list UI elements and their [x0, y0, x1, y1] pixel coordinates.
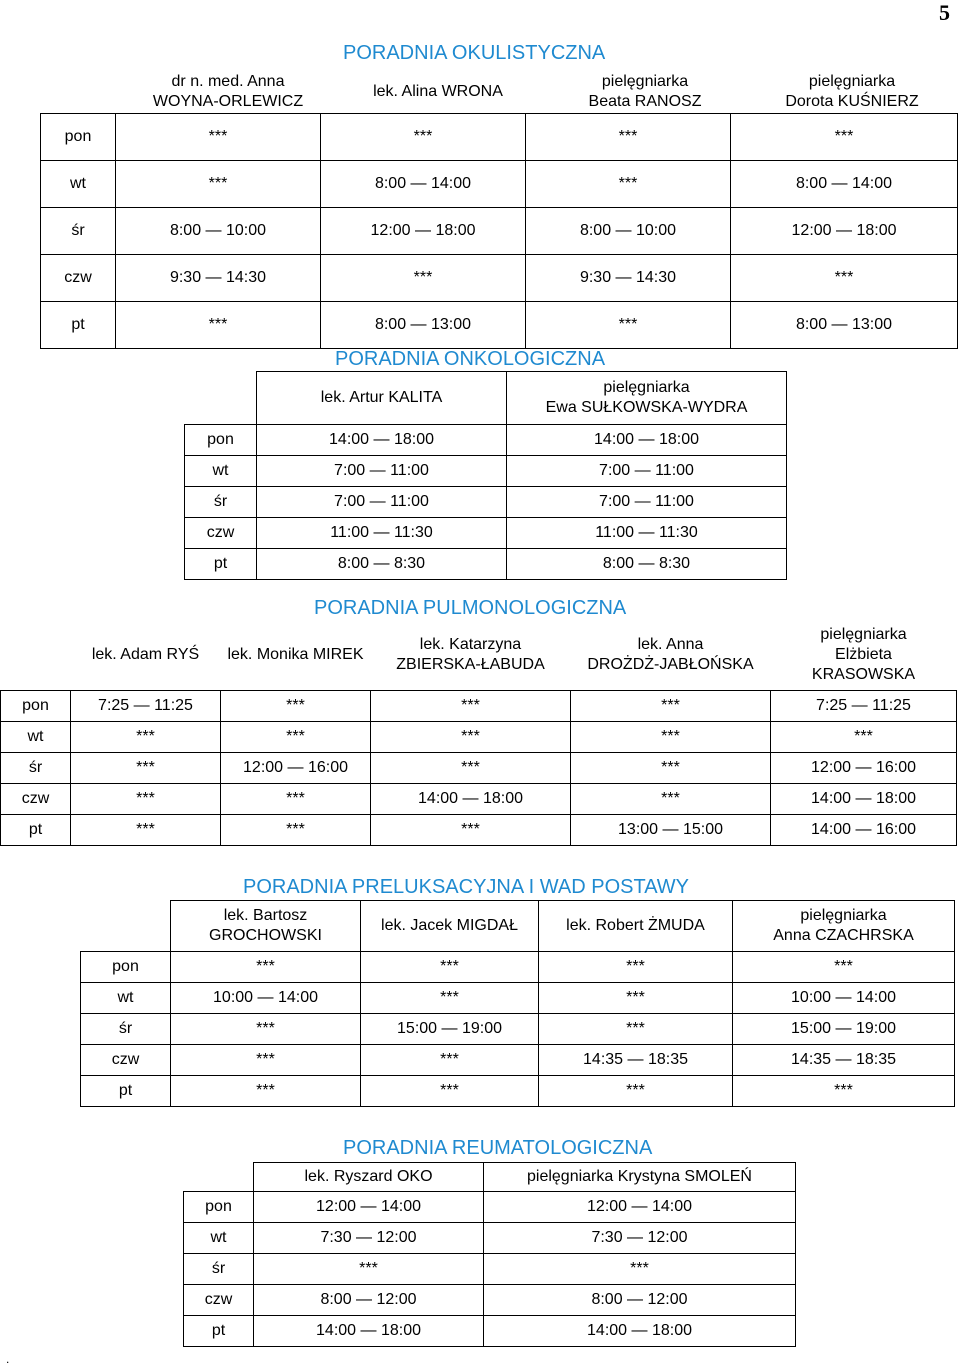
hours-cell: 15:00 — 19:00	[733, 1013, 955, 1044]
section-title-pulmonologiczna: PORADNIA PULMONOLOGICZNA	[314, 597, 627, 619]
staff-line: pielęgniarka	[820, 626, 907, 643]
hours-cell: ***	[539, 982, 733, 1013]
hours-cell: 14:00 — 18:00	[371, 784, 571, 815]
hours-cell: 12:00 — 16:00	[221, 753, 371, 784]
table-row	[41, 302, 958, 349]
section-title-reumatologiczna: PORADNIA REUMATOLOGICZNA	[343, 1137, 653, 1159]
staff-header	[128, 72, 328, 112]
hours-cell: 12:00 — 16:00	[771, 753, 957, 784]
staff-header-row	[184, 1163, 796, 1192]
day-label: pon	[184, 1191, 254, 1222]
hours-cell: ***	[171, 1044, 361, 1075]
day-label: czw	[184, 1284, 254, 1315]
hours-cell: ***	[171, 1075, 361, 1106]
day-label: czw	[185, 517, 257, 548]
table-row	[184, 1284, 796, 1315]
table-row	[185, 548, 787, 579]
hours-cell: 14:00 — 16:00	[771, 815, 957, 846]
hours-cell: ***	[539, 951, 733, 982]
hours-cell: 8:00 — 8:30	[507, 548, 787, 579]
hours-cell: 7:00 — 11:00	[257, 486, 507, 517]
hours-cell: ***	[731, 114, 958, 161]
schedule-table-pulmonologiczna	[0, 620, 957, 846]
table-row	[81, 1013, 955, 1044]
hours-cell: ***	[321, 114, 526, 161]
hours-cell: ***	[571, 691, 771, 722]
staff-line: pielęgniarka Krystyna SMOLEŃ	[527, 1167, 752, 1185]
hours-cell: ***	[361, 951, 539, 982]
hours-cell: 7:25 — 11:25	[71, 691, 221, 722]
day-label: czw	[81, 1044, 171, 1075]
staff-line: pielęgniarka	[808, 73, 896, 90]
hours-cell: 7:30 — 12:00	[484, 1222, 796, 1253]
hours-cell: 7:00 — 11:00	[507, 455, 787, 486]
hours-cell: ***	[571, 722, 771, 753]
section-title-preluksacyjna: PORADNIA PRELUKSACYJNA I WAD POSTAWY	[243, 876, 690, 898]
hours-cell: 13:00 — 15:00	[571, 815, 771, 846]
staff-header	[752, 72, 952, 112]
table-row	[185, 424, 787, 455]
hours-cell: 14:00 — 18:00	[771, 784, 957, 815]
staff-line: lek. Adam RYŚ	[91, 646, 200, 663]
staff-header-cell	[171, 901, 361, 952]
table-row	[184, 1191, 796, 1222]
section-title-onkologiczna: PORADNIA ONKOLOGICZNA	[335, 348, 606, 370]
hours-cell: ***	[526, 114, 731, 161]
staff-line: Elżbieta	[835, 646, 892, 663]
staff-header-cell	[361, 901, 539, 952]
hours-cell: ***	[371, 753, 571, 784]
footer-mark: .	[6, 1352, 10, 1366]
staff-line: lek. Jacek MIGDAŁ	[381, 916, 518, 934]
hours-cell: ***	[526, 302, 731, 349]
hours-cell: 14:00 — 18:00	[484, 1315, 796, 1346]
hours-cell: 8:00 — 14:00	[321, 161, 526, 208]
header-corner	[184, 1163, 254, 1192]
day-label: czw	[41, 255, 116, 302]
day-label: pt	[185, 548, 257, 579]
hours-cell: ***	[771, 722, 957, 753]
hours-cell: 12:00 — 18:00	[731, 208, 958, 255]
hours-cell: ***	[321, 255, 526, 302]
hours-cell: ***	[361, 1075, 539, 1106]
hours-cell: ***	[571, 753, 771, 784]
hours-cell: ***	[484, 1253, 796, 1284]
staff-header-cell	[507, 372, 787, 425]
hours-cell: 7:30 — 12:00	[254, 1222, 484, 1253]
schedule-table-preluksacyjna	[80, 900, 955, 1107]
staff-header-cell	[771, 620, 957, 691]
hours-cell: 14:35 — 18:35	[539, 1044, 733, 1075]
staff-line: Ewa SUŁKOWSKA-WYDRA	[545, 398, 748, 416]
table-row	[81, 982, 955, 1013]
staff-line: WOYNA-ORLEWICZ	[152, 93, 304, 110]
staff-header-row	[1, 620, 957, 691]
day-label: wt	[184, 1222, 254, 1253]
table-row	[1, 722, 957, 753]
hours-cell: ***	[733, 1075, 955, 1106]
hours-cell: ***	[526, 161, 731, 208]
staff-line: Anna CZACHRSKA	[773, 926, 914, 944]
hours-cell: ***	[171, 1013, 361, 1044]
table-row	[184, 1315, 796, 1346]
hours-cell: 7:00 — 11:00	[507, 486, 787, 517]
table-row	[185, 486, 787, 517]
hours-cell: ***	[361, 1044, 539, 1075]
table-row	[81, 951, 955, 982]
page-number: 5	[939, 0, 950, 25]
hours-cell: 7:25 — 11:25	[771, 691, 957, 722]
staff-header-row	[81, 901, 955, 952]
hours-cell: 12:00 — 18:00	[321, 208, 526, 255]
staff-line: lek. Ryszard OKO	[304, 1167, 433, 1185]
staff-line: pielęgniarka	[800, 906, 887, 924]
hours-cell: ***	[116, 161, 321, 208]
hours-cell: 8:00 — 13:00	[321, 302, 526, 349]
staff-line: Dorota KUŚNIERZ	[785, 93, 919, 110]
hours-cell: ***	[221, 784, 371, 815]
hours-cell: ***	[254, 1253, 484, 1284]
hours-cell: ***	[371, 815, 571, 846]
schedule-table-reumatologiczna	[183, 1162, 796, 1347]
header-corner	[185, 372, 257, 425]
table-row	[1, 815, 957, 846]
hours-cell: 8:00 — 12:00	[484, 1284, 796, 1315]
hours-cell: 14:00 — 18:00	[254, 1315, 484, 1346]
header-corner	[1, 620, 71, 691]
staff-line: KRASOWSKA	[811, 666, 916, 683]
hours-cell: ***	[221, 815, 371, 846]
staff-header-cell	[254, 1163, 484, 1192]
staff-header-cell	[571, 620, 771, 691]
header-corner	[81, 901, 171, 952]
table-row	[1, 784, 957, 815]
hours-cell: 8:00 — 8:30	[257, 548, 507, 579]
staff-line: Beata RANOSZ	[588, 93, 702, 110]
hours-cell: ***	[71, 784, 221, 815]
hours-cell: 15:00 — 19:00	[361, 1013, 539, 1044]
schedule-table-okulistyczna	[40, 113, 958, 349]
day-label: śr	[184, 1253, 254, 1284]
staff-header	[545, 72, 745, 112]
hours-cell: 11:00 — 11:30	[257, 517, 507, 548]
hours-cell: ***	[731, 255, 958, 302]
staff-line: lek. Alina WRONA	[373, 83, 503, 100]
table-row	[1, 691, 957, 722]
day-label: śr	[41, 208, 116, 255]
staff-header-cell	[539, 901, 733, 952]
staff-line: DROŻDŻ-JABŁOŃSKA	[587, 656, 754, 673]
hours-cell: 12:00 — 14:00	[254, 1191, 484, 1222]
staff-header-cell	[371, 620, 571, 691]
staff-line: lek. Anna	[637, 636, 704, 653]
day-label: pon	[81, 951, 171, 982]
hours-cell: ***	[539, 1013, 733, 1044]
hours-cell: 14:35 — 18:35	[733, 1044, 955, 1075]
hours-cell: ***	[71, 815, 221, 846]
staff-line: lek. Monika MIREK	[227, 646, 364, 663]
table-row	[41, 114, 958, 161]
hours-cell: 10:00 — 14:00	[171, 982, 361, 1013]
staff-header	[338, 82, 538, 102]
hours-cell: 14:00 — 18:00	[257, 424, 507, 455]
hours-cell: ***	[371, 691, 571, 722]
staff-header-cell	[71, 620, 221, 691]
staff-line: lek. Robert ŻMUDA	[566, 916, 705, 934]
hours-cell: ***	[171, 951, 361, 982]
hours-cell: 9:30 — 14:30	[526, 255, 731, 302]
day-label: pt	[184, 1315, 254, 1346]
hours-cell: ***	[116, 114, 321, 161]
day-label: wt	[41, 161, 116, 208]
hours-cell: 8:00 — 13:00	[731, 302, 958, 349]
staff-header-cell	[221, 620, 371, 691]
day-label: pon	[185, 424, 257, 455]
hours-cell: ***	[733, 951, 955, 982]
day-label: śr	[1, 753, 71, 784]
hours-cell: 11:00 — 11:30	[507, 517, 787, 548]
table-row	[41, 161, 958, 208]
hours-cell: ***	[116, 302, 321, 349]
hours-cell: 8:00 — 10:00	[116, 208, 321, 255]
staff-line: lek. Katarzyna	[419, 636, 522, 653]
table-row	[185, 455, 787, 486]
day-label: wt	[185, 455, 257, 486]
staff-header-cell	[484, 1163, 796, 1192]
staff-header-row	[185, 372, 787, 425]
table-row	[41, 208, 958, 255]
table-row	[81, 1075, 955, 1106]
hours-cell: 14:00 — 18:00	[507, 424, 787, 455]
staff-header-cell	[733, 901, 955, 952]
day-label: pt	[41, 302, 116, 349]
schedule-table-onkologiczna	[184, 371, 787, 580]
table-row	[184, 1253, 796, 1284]
hours-cell: 12:00 — 14:00	[484, 1191, 796, 1222]
hours-cell: ***	[221, 691, 371, 722]
table-row	[41, 255, 958, 302]
day-label: pt	[1, 815, 71, 846]
hours-cell: ***	[71, 753, 221, 784]
staff-line: lek. Artur KALITA	[320, 388, 443, 406]
hours-cell: 9:30 — 14:30	[116, 255, 321, 302]
day-label: wt	[81, 982, 171, 1013]
staff-line: dr n. med. Anna	[171, 73, 285, 90]
hours-cell: 7:00 — 11:00	[257, 455, 507, 486]
day-label: czw	[1, 784, 71, 815]
hours-cell: ***	[371, 722, 571, 753]
hours-cell: ***	[221, 722, 371, 753]
staff-line: pielęgniarka	[601, 73, 689, 90]
hours-cell: 8:00 — 12:00	[254, 1284, 484, 1315]
hours-cell: 8:00 — 14:00	[731, 161, 958, 208]
day-label: śr	[185, 486, 257, 517]
day-label: wt	[1, 722, 71, 753]
hours-cell: ***	[71, 722, 221, 753]
staff-line: pielęgniarka	[603, 378, 690, 396]
day-label: pon	[41, 114, 116, 161]
staff-line: lek. Bartosz	[223, 906, 308, 924]
staff-line: ZBIERSKA-ŁABUDA	[396, 656, 545, 673]
day-label: śr	[81, 1013, 171, 1044]
day-label: pt	[81, 1075, 171, 1106]
table-row	[1, 753, 957, 784]
hours-cell: ***	[571, 784, 771, 815]
table-row	[185, 517, 787, 548]
staff-line: GROCHOWSKI	[209, 926, 322, 944]
table-row	[184, 1222, 796, 1253]
hours-cell: 10:00 — 14:00	[733, 982, 955, 1013]
hours-cell: ***	[361, 982, 539, 1013]
table-row	[81, 1044, 955, 1075]
hours-cell: ***	[539, 1075, 733, 1106]
hours-cell: 8:00 — 10:00	[526, 208, 731, 255]
day-label: pon	[1, 691, 71, 722]
staff-header-cell	[257, 372, 507, 425]
section-title-okulistyczna: PORADNIA OKULISTYCZNA	[343, 42, 606, 64]
